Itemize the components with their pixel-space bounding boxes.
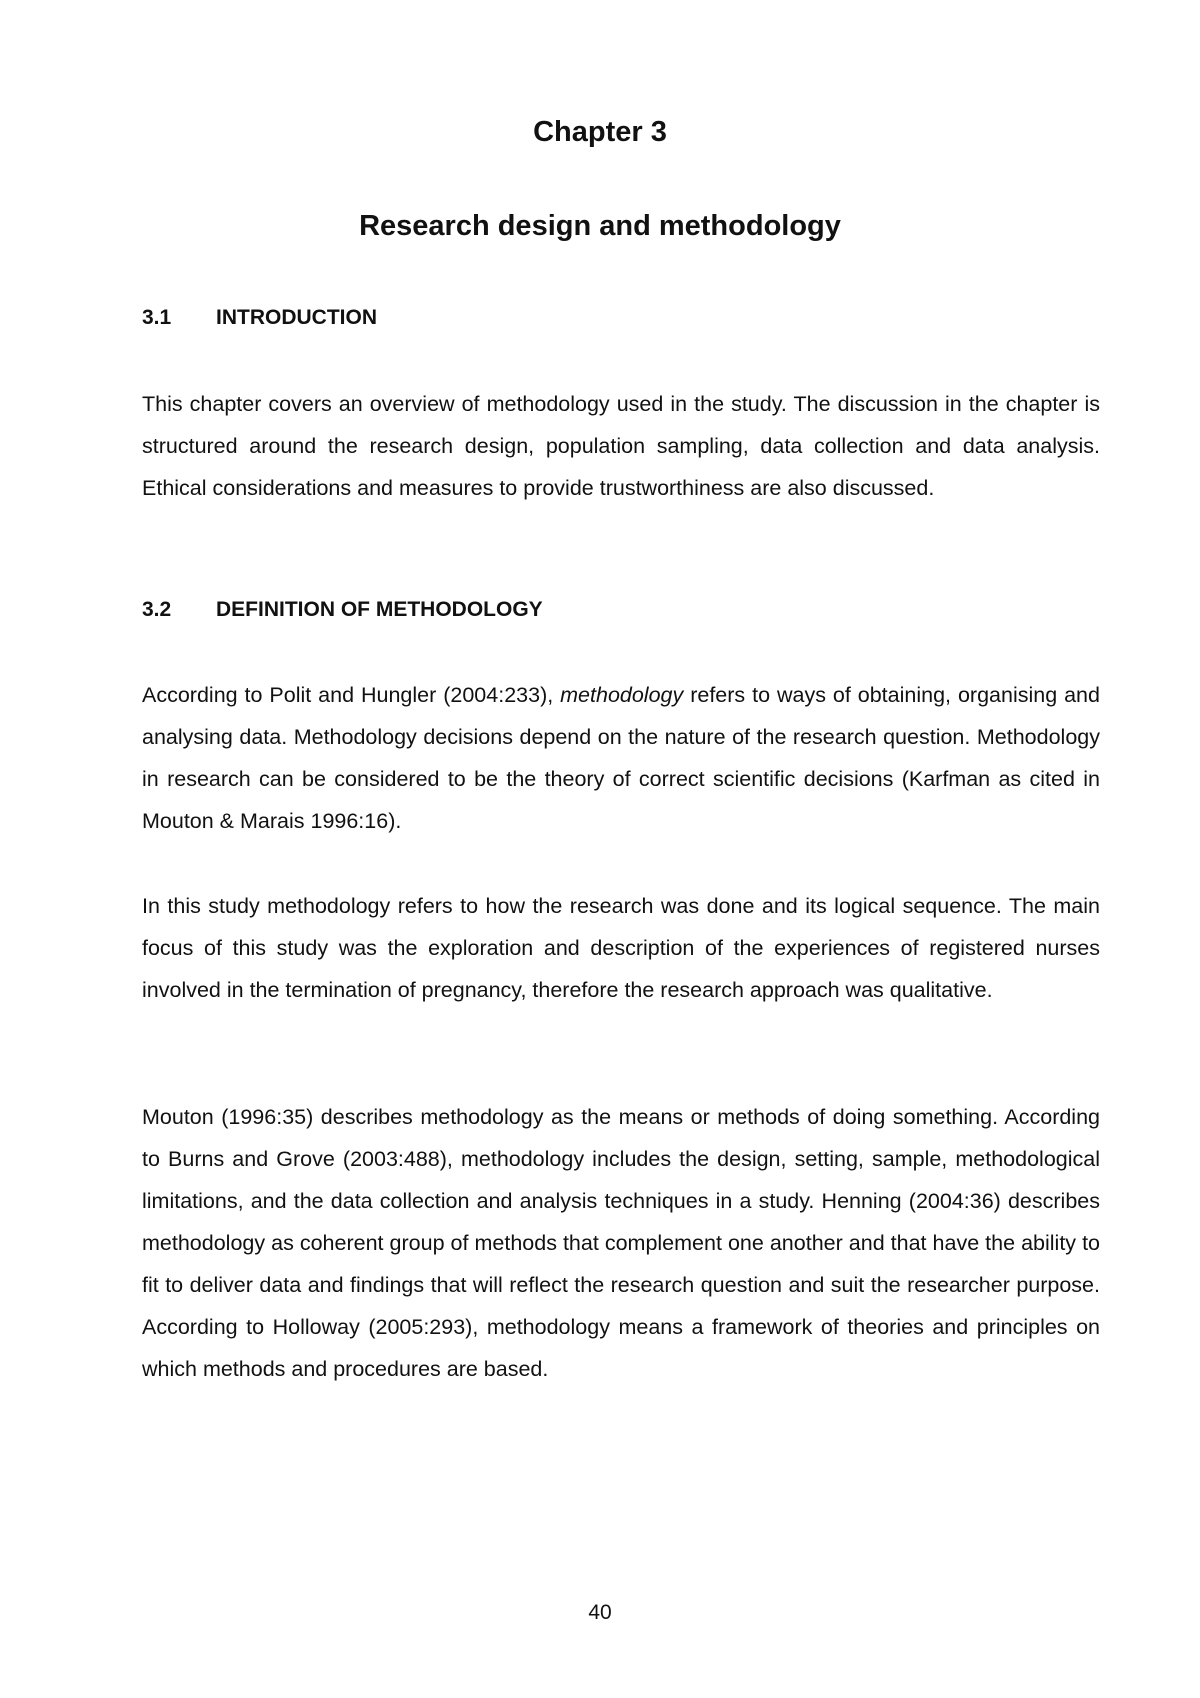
paragraph-study-methodology: In this study methodology refers to how the research was done and its logical sequence. The main focus of this study was the exploration and description of the experiences of registered nurses involved in the termination of pregnancy, therefore the research approach was qualitative. [142, 894, 1100, 1002]
paragraph-methodology-definition [142, 674, 1100, 842]
paragraph-text: According to Polit and Hungler (2004:233), [142, 683, 561, 707]
italic-term-methodology: methodology [560, 683, 684, 707]
paragraph-methodology-descriptions: Mouton (1996:35) describes methodology as the means or methods of doing something. According to Burns and Grove (2003:488), methodology includes the design, setting, sample, methodological limitations, and the data collection and analysis techniques in a study. Henning (2004:36) describes methodology as coherent group of methods that complement one another and that have the ability to fit to deliver data and findings that will reflect the research question and suit the researcher purpose. According to Holloway (2005:293), methodology means a framework of theories and principles on which methods and procedures are based. [142, 1105, 1100, 1381]
chapter-title: Research design and methodology [359, 210, 841, 242]
section-title: INTRODUCTION [216, 306, 377, 329]
section-heading-introduction [142, 303, 377, 333]
section-number: 3.1 [142, 306, 172, 329]
chapter-label: Chapter 3 [533, 116, 667, 148]
section-title: DEFINITION OF METHODOLOGY [216, 598, 543, 621]
section-heading-definition-of-methodology [142, 595, 543, 625]
paragraph-introduction: This chapter covers an overview of methodology used in the study. The discussion in the chapter is structured around the research design, population sampling, data collection and data analysis. Ethical considerations and measures to provide trustworthiness are also discussed. [142, 392, 1100, 500]
page-number: 40 [588, 1601, 612, 1624]
section-number: 3.2 [142, 598, 172, 621]
paragraph-text: refers to ways of obtaining, organising and analysing data. Methodology decisions depend on the nature of the research question. Methodology in research can be considered to be the theory of correct scientific decisions (Karfman as cited in Mouton & Marais 1996:16). [142, 683, 1100, 833]
